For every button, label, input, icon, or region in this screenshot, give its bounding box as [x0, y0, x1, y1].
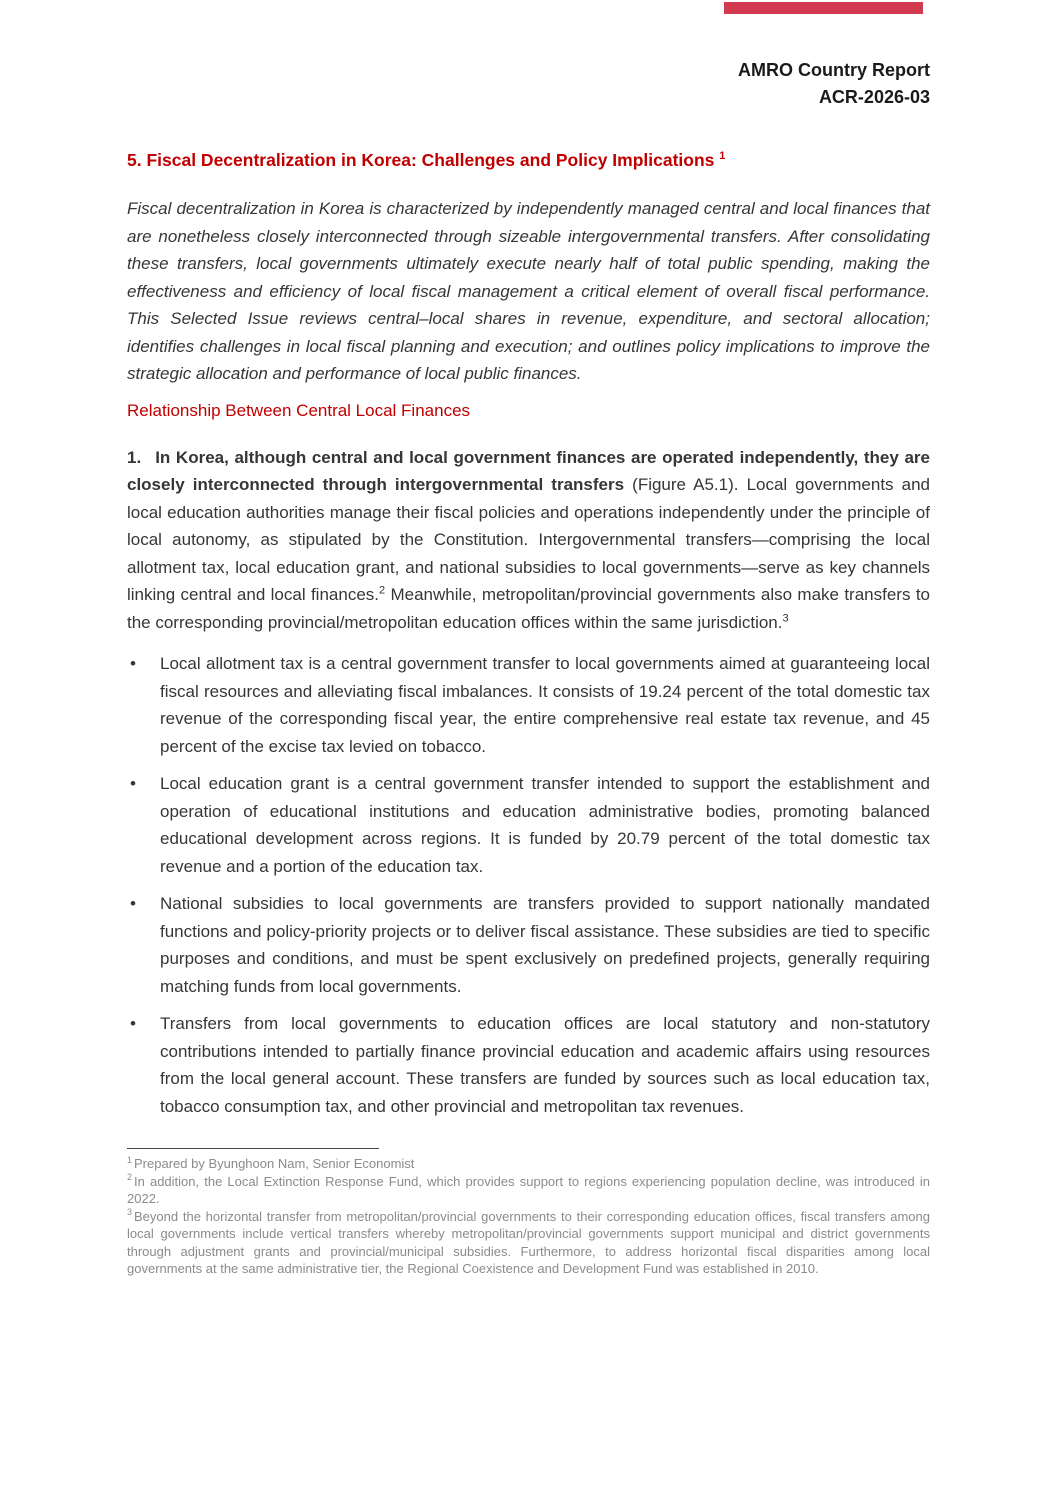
section-heading — [127, 149, 930, 171]
footnote-2-text: In addition, the Local Extinction Response Fund, which provides support to regions experiencing population decline, was introduced in 2022. — [127, 1173, 930, 1206]
footnote-1-text: Prepared by Byunghoon Nam, Senior Economist — [134, 1156, 415, 1171]
footnote-3-marker: 3 — [127, 1207, 133, 1218]
top-accent-bar — [724, 2, 923, 14]
bullet-icon: • — [130, 774, 136, 793]
report-number: ACR-2026-03 — [818, 87, 930, 107]
footnote-ref-1: 1 — [719, 150, 726, 163]
bullet-icon: • — [130, 654, 136, 673]
bullet-icon: • — [130, 894, 136, 913]
list-item — [127, 770, 930, 880]
bullet-text-local-allotment-tax: Local allotment tax is a central government transfer to local governments aimed at guaranteeing local fiscal resources and alleviating fiscal imbalances. It consists of 19.24 percent of the total domestic tax revenue of the corresponding fiscal year, the entire comprehensive real estate tax revenue, and 45 percent of the excise tax levied on tobacco. — [160, 654, 930, 756]
paragraph-number: 1. — [127, 447, 142, 467]
paragraph-1-text-cont: Meanwhile, metropolitan/provincial governments also make transfers to the corresponding provincial/metropolitan education offices within the same jurisdiction. — [127, 585, 930, 632]
list-item — [127, 1010, 930, 1120]
footnote-ref-3: 3 — [782, 611, 789, 624]
bullet-text-transfers-to-education-offices: Transfers from local governments to education offices are local statutory and non-statutory contributions intended to partially finance provincial education and academic affairs using resources from the local general account. These transfers are funded by sources such as local education tax, tobacco consumption tax, and other provincial and metropolitan tax revenues. — [160, 1014, 930, 1116]
bullet-list — [127, 650, 930, 1120]
footnote-2-marker: 2 — [127, 1172, 133, 1183]
list-item — [127, 890, 930, 1000]
footnotes — [127, 1155, 930, 1278]
bullet-text-national-subsidies: National subsidies to local governments are transfers provided to support nationally mandated functions and policy-priority projects or to deliver fiscal assistance. These subsidies are tied to specific purposes and conditions, and must be spent exclusively on predefined projects, generally requiring matching funds from local governments. — [160, 894, 930, 996]
bullet-icon: • — [130, 1014, 136, 1033]
footnote-3 — [127, 1208, 930, 1278]
bullet-text-local-education-grant: Local education grant is a central government transfer intended to support the establishment and operation of educational institutions and education administrative bodies, promoting balanced educational development across regions. It is funded by 20.79 percent of the total domestic tax revenue and a portion of the education tax. — [160, 774, 930, 876]
footnote-1 — [127, 1155, 930, 1173]
document-header — [127, 57, 930, 111]
paragraph-1-text: (Figure A5.1). Local governments and local education authorities manage their fiscal policies and operations independently under the principle of local autonomy, as stipulated by the Constitution. Intergovernmental transfers—comprising the local allotment tax, local education grant, and national subsidies to local governments—serve as key channels linking central and local finances. — [127, 475, 930, 604]
paragraph-1 — [127, 444, 930, 637]
list-item — [127, 650, 930, 760]
footnote-2 — [127, 1173, 930, 1208]
footnote-3-text: Beyond the horizontal transfer from metropolitan/provincial governments to their corresponding education offices, fiscal transfers among local governments include vertical transfers whereby metropolitan/provincial governments support municipal and district governments through adjustment grants and provincial/municipal subsidies. Furthermore, to address horizontal fiscal disparities among local governments at the same administrative tier, the Regional Coexistence and Development Fund was established in 2010. — [127, 1208, 930, 1276]
footnote-separator — [127, 1148, 379, 1149]
footnote-1-marker: 1 — [127, 1154, 133, 1165]
abstract-paragraph: Fiscal decentralization in Korea is characterized by independently managed central and local finances that are nonetheless closely interconnected through sizeable intergovernmental transfers. After consolidating these transfers, local governments ultimately execute nearly half of total public spending, making the effectiveness and efficiency of local fiscal management a critical element of overall fiscal performance. This Selected Issue reviews central–local shares in revenue, expenditure, and sectoral allocation; identifies challenges in local fiscal planning and execution; and outlines policy implications to improve the strategic allocation and performance of local public finances. — [127, 199, 930, 383]
report-series-title: AMRO Country Report — [738, 60, 930, 80]
footnote-ref-2: 2 — [379, 584, 386, 597]
sub-heading: Relationship Between Central Local Finances — [127, 400, 471, 420]
paragraph-1-bold-lead: In Korea, although central and local government finances are operated independently, they are closely interconnected through intergovernmental transfers — [127, 447, 930, 494]
section-heading-text: 5. Fiscal Decentralization in Korea: Challenges and Policy Implications — [127, 150, 720, 170]
